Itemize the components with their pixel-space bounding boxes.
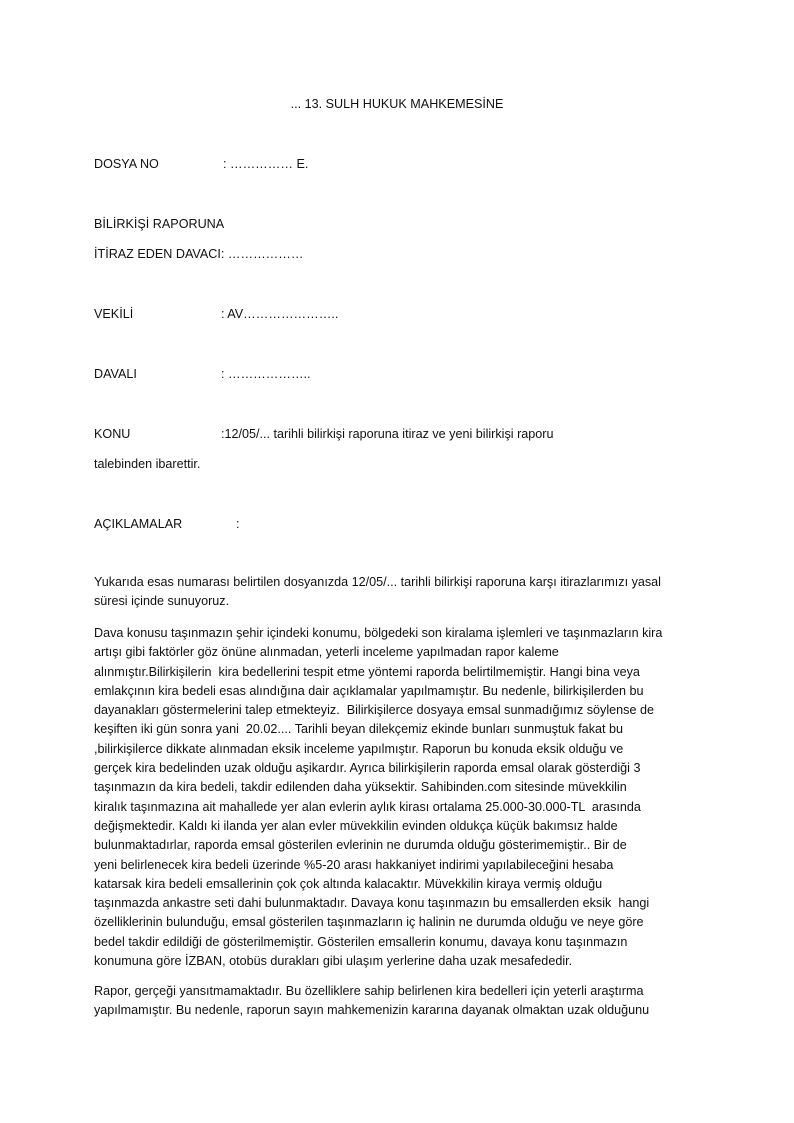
itiraz-eden-davaci-label: İTİRAZ EDEN DAVACI: ……………… [94, 247, 304, 261]
paragraph-2 [94, 624, 706, 971]
paragraph-line: süresi içinde sunuyoruz. [94, 594, 230, 609]
paragraph-line: dayanakları göstermelerini talep etmekteyiz. Bilirkişilerce dosyaya emsal sunmadığımız söylense de [94, 703, 654, 718]
paragraph-line: taşınmazın da kira bedeli, takdir edilenden daha yüksektir. Sahibinden.com sitesinde müvekkilin [94, 780, 627, 795]
paragraph-line: Dava konusu taşınmazın şehir içindeki konumu, bölgedeki son kiralama işlemleri ve taşınmazların kira [94, 626, 663, 640]
aciklamalar-label: AÇIKLAMALAR [94, 517, 183, 531]
konu-label: KONU [94, 427, 131, 441]
paragraph-line: bedel takdir edildiği de gösterilmemiştir. Gösterilen emsallerin konumu, davaya konu taşınmazın [94, 934, 628, 949]
paragraph-line: artışı gibi faktörler göz önüne alınmadan, yeterli inceleme yapılmadan rapor kaleme [94, 645, 559, 660]
paragraph-line: alınmıştır.Bilirkişilerin kira bedellerini tespit etme yöntemi raporda belirtilmemiştir. Hangi bina veya [94, 664, 640, 679]
paragraph-line: yapılmamıştır. Bu nedenle, raporun sayın mahkemenizin kararına dayanak olmaktan uzak olduğunu [94, 1003, 650, 1018]
court-title: ... 13. SULH HUKUK MAHKEMESİNE [290, 97, 504, 111]
paragraph-line: katarsak kira bedeli emsallerinin çok çok altında kalacaktır. Müvekkilin kiraya vermiş olduğu [94, 876, 603, 891]
paragraph-line: konumuna göre İZBAN, otobüs durakları gibi ulaşım yerlerine daha uzak mesafededir. [94, 954, 573, 969]
paragraph-line: değişmektedir. Kaldı ki ilanda yer alan evler müvekkilin evinden oldukça küçük bakımsız halde [94, 818, 618, 833]
paragraph-3 [94, 982, 706, 1021]
dosya-no-label: DOSYA NO [94, 157, 159, 171]
vekili-value: : AV………………….. [221, 307, 339, 321]
paragraph-line: yeni belirlenecek kira bedeli üzerinde %5-20 arası hakkaniyet indirimi yapılabileceğini hesaba [94, 857, 614, 872]
konu-continuation: talebinden ibarettir. [94, 457, 201, 471]
paragraph-line: özelliklerinin bulunduğu, emsal gösterilen taşınmazların iç halinin ne durumda olduğu ve neye göre [94, 915, 644, 930]
paragraph-1 [94, 573, 706, 612]
paragraph-line: Yukarıda esas numarası belirtilen dosyanızda 12/05/... tarihli bilirkişi raporuna karşı itirazlarımızı yasal [94, 575, 661, 589]
aciklamalar-colon: : [236, 517, 240, 531]
paragraph-line: taşınmazda ankastre seti dahi bulunmaktadır. Davaya konu taşınmazın bu emsallerden eksik hangi [94, 896, 650, 911]
paragraph-line: bulunmaktadırlar, raporda emsal gösterilen evlerinin ne durumda olduğu gösterimemiştir.. Bir de [94, 838, 627, 853]
paragraph-line: keşiften iki gün sonra yani 20.02.... Tarihli beyan dilekçemiz ekinde bunları sunmuştuk fakat bu [94, 722, 623, 737]
dosya-no-value: : …………… E. [223, 157, 309, 171]
konu-value: :12/05/... tarihli bilirkişi raporuna itiraz ve yeni bilirkişi raporu [221, 427, 554, 441]
bilirkisi-raporuna-label: BİLİRKİŞİ RAPORUNA [94, 217, 225, 231]
paragraph-line: kiralık taşınmazına ait mahallede yer alan evlerin aylık kirası ortalama 25.000-30.000-TL arasında [94, 799, 641, 814]
vekili-label: VEKİLİ [94, 307, 134, 321]
paragraph-line: ,bilirkişilerce dikkate alınmadan eksik inceleme yapılmıştır. Raporun bu konuda eksik olduğu ve [94, 741, 624, 756]
paragraph-line: Rapor, gerçeği yansıtmamaktadır. Bu özelliklere sahip belirlenen kira bedelleri için yeterli araştırma [94, 984, 644, 998]
paragraph-line: gerçek kira bedelinden uzak olduğu aşikardır. Ayrıca bilirkişilerin raporda emsal olarak gösterdiği 3 [94, 761, 641, 776]
paragraph-line: emlakçının kira bedeli esas alındığına dair açıklamalar yapılmamıştır. Bu nedenle, bilirkişilerden bu [94, 683, 644, 698]
davali-value: : ……………….. [221, 367, 311, 381]
davali-label: DAVALI [94, 367, 137, 381]
